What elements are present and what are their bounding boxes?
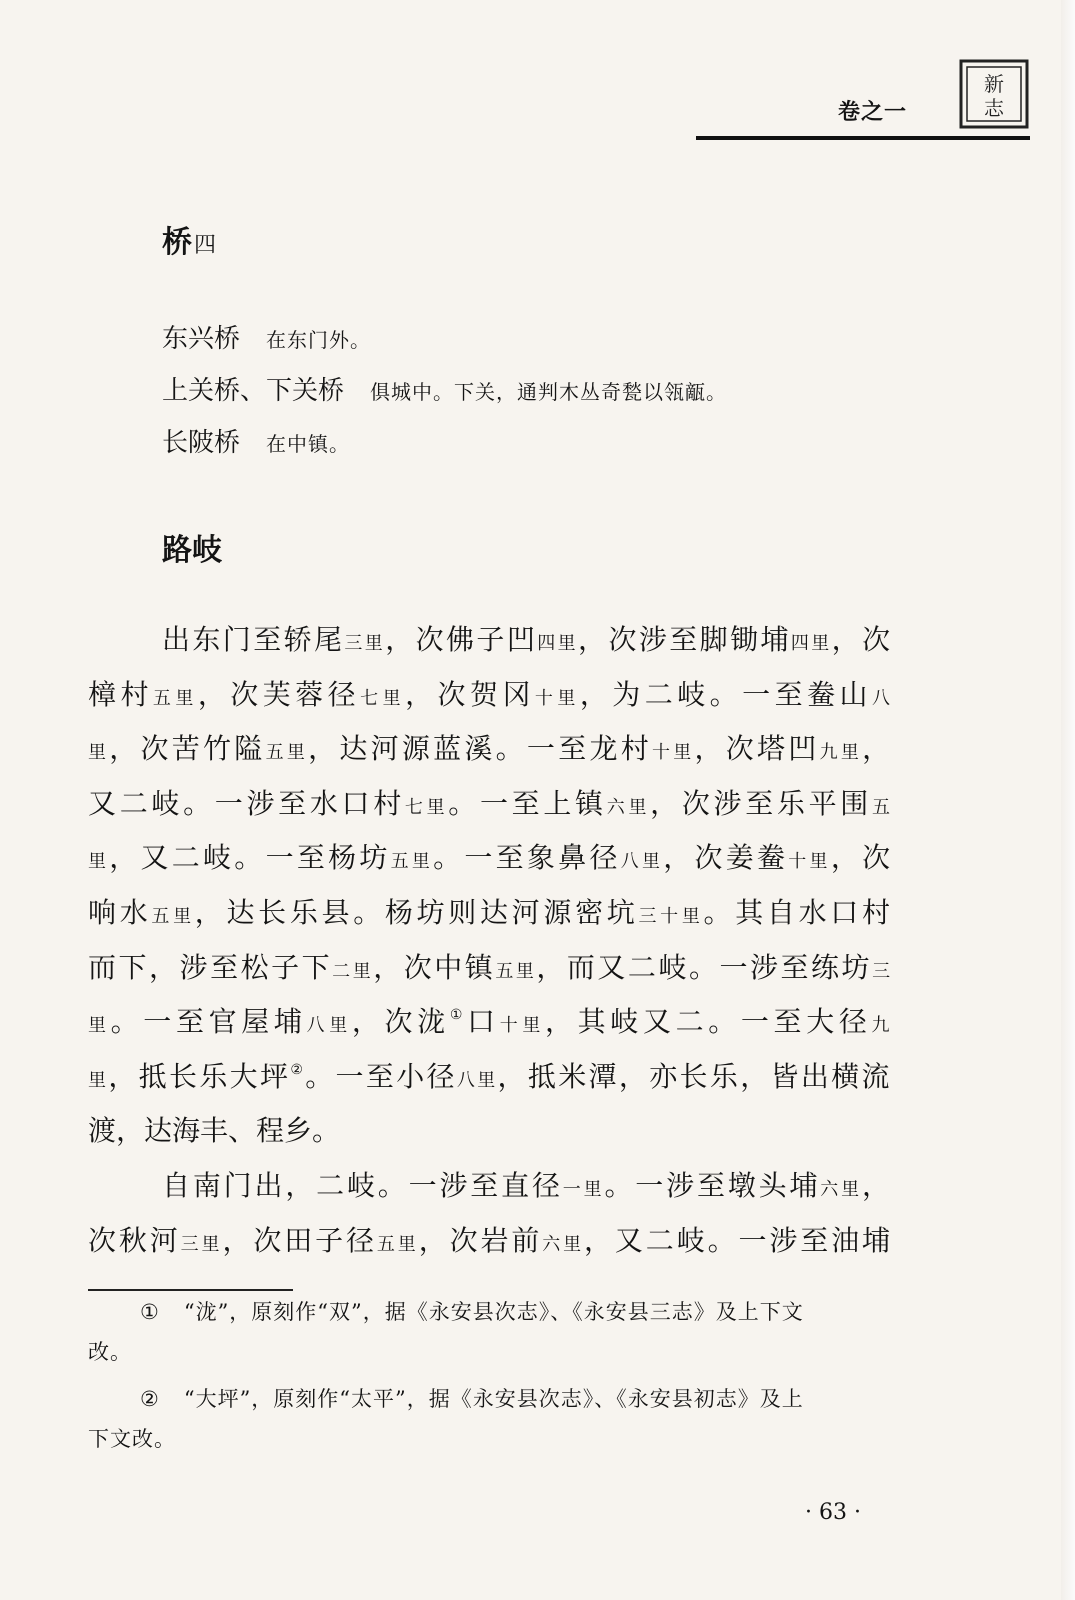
distance-note: 一里 xyxy=(562,1179,605,1200)
distance-note: 八里 xyxy=(456,1070,498,1091)
distance-note: 五里 xyxy=(495,961,537,982)
bridges-heading: 桥四 xyxy=(162,225,217,260)
distance-note: 八 xyxy=(872,688,895,709)
text-line xyxy=(162,618,892,658)
distance-note: 三里 xyxy=(180,1234,223,1255)
bridge-entry xyxy=(162,370,727,407)
text-run: ，次 xyxy=(830,841,894,874)
page-edge xyxy=(1061,0,1075,1600)
text-line xyxy=(88,1109,340,1149)
text-line xyxy=(88,1000,894,1040)
footnote-marker: ② xyxy=(140,1387,160,1411)
text-run: ，又二岐。一至杨坊 xyxy=(109,841,391,874)
distance-note: 五里 xyxy=(376,1234,419,1255)
distance-note: 里 xyxy=(88,1015,111,1036)
distance-note: 十里 xyxy=(788,851,831,872)
text-run: 。一至象鼻径 xyxy=(433,841,621,874)
footnote-text: “泷”，原刻作“双”，据《永安县次志》、《永安县三志》及上下文 xyxy=(183,1300,804,1324)
roads-heading: 路岐 xyxy=(162,533,222,568)
text-run: 樟村 xyxy=(88,678,153,711)
distance-note: 五 xyxy=(871,797,894,818)
distance-note: 七里 xyxy=(360,688,406,709)
text-line xyxy=(88,836,893,876)
distance-note: 九里 xyxy=(819,742,863,763)
text-run: ，次泷 xyxy=(351,1005,450,1038)
text-run: ，次中镇 xyxy=(373,951,496,984)
text-run: 口 xyxy=(467,1005,500,1038)
running-header: 卷之一 xyxy=(838,100,908,125)
distance-note: 九 xyxy=(871,1015,895,1036)
text-run: ，达河源蓝溪。一至龙村 xyxy=(308,732,652,765)
distance-note: 五里 xyxy=(152,688,198,709)
text-line xyxy=(88,673,894,713)
text-run: ，次 xyxy=(831,623,893,656)
text-line xyxy=(88,1219,893,1259)
text-run: ，抵米潭，亦长乐，皆出横流 xyxy=(497,1060,892,1093)
bridge-desc: 在东门外。 xyxy=(266,328,372,352)
text-run: ，为二岐。一至鲞山 xyxy=(579,678,872,711)
distance-note: 里 xyxy=(88,742,110,763)
distance-note: 十里 xyxy=(534,688,580,709)
text-run: 。一至小径 xyxy=(305,1060,457,1093)
footnote-rule xyxy=(88,1289,293,1291)
distance-note: 七里 xyxy=(404,797,449,818)
svg-text:新: 新 xyxy=(984,72,1004,96)
distance-note: 六里 xyxy=(606,797,651,818)
header-rule xyxy=(696,136,1030,140)
footnote-continuation: 改。 xyxy=(88,1340,132,1364)
distance-note: 二里 xyxy=(332,961,374,982)
text-run: 。一至上镇 xyxy=(448,787,607,820)
text-line xyxy=(162,1164,893,1204)
bridge-entry xyxy=(162,318,371,355)
text-run: ，次田子径 xyxy=(222,1224,377,1257)
text-run: ， xyxy=(861,1169,893,1202)
text-run: 。一涉至墩头埔 xyxy=(604,1169,821,1202)
text-run: ， xyxy=(862,732,894,765)
text-run: 次秋河 xyxy=(88,1224,181,1257)
footnote-marker: ① xyxy=(140,1300,160,1324)
text-run: ，其岐又二。一至大径 xyxy=(545,1005,872,1038)
text-run: ，次涉至脚锄埔 xyxy=(578,623,791,656)
text-run: 。一至官屋埔 xyxy=(110,1005,307,1038)
footnote xyxy=(140,1383,804,1413)
text-line xyxy=(88,946,893,986)
distance-note: 里 xyxy=(88,1070,109,1091)
distance-note: 五里 xyxy=(265,742,309,763)
distance-note: 十里 xyxy=(499,1015,545,1036)
bridge-name: 东兴桥 xyxy=(162,324,241,354)
distance-note: 四里 xyxy=(790,633,832,654)
distance-note: 三十里 xyxy=(638,906,704,927)
text-run: 而下，涉至松子下 xyxy=(88,951,333,984)
text-run: ，而又二岐。一涉至练坊 xyxy=(536,951,873,984)
bridge-desc: 俱城中。下关，通判木丛奇甃以瓴甋。 xyxy=(370,380,728,404)
distance-note: 六里 xyxy=(820,1179,862,1200)
seal-logo-icon xyxy=(958,58,1030,130)
text-run: ，次芙蓉径 xyxy=(197,678,361,711)
text-run: 自南门出，二岐。一涉至直径 xyxy=(162,1169,563,1202)
text-run: 响水 xyxy=(88,896,152,929)
distance-note: 八里 xyxy=(306,1015,352,1036)
bridge-name: 上关桥、下关桥 xyxy=(162,376,345,406)
text-run: ，次贺冈 xyxy=(405,678,535,711)
text-run: ，次岩前 xyxy=(418,1224,543,1257)
text-run: ，次佛子凹 xyxy=(385,623,538,656)
text-line xyxy=(88,1055,892,1095)
text-line xyxy=(88,782,894,822)
distance-note: 五里 xyxy=(151,906,195,927)
text-line xyxy=(88,891,894,931)
distance-note: 三 xyxy=(872,961,893,982)
text-run: 渡，达海丰、程乡。 xyxy=(88,1114,341,1147)
bridge-name: 长陂桥 xyxy=(162,428,241,458)
distance-note: 八里 xyxy=(620,851,664,872)
bridge-entry xyxy=(162,422,350,459)
footnote xyxy=(140,1296,804,1326)
text-run: 。其自水口村 xyxy=(703,896,894,929)
page-number: · 63 · xyxy=(805,1500,861,1525)
text-run: ，次涉至乐平围 xyxy=(650,787,872,820)
distance-note: 四里 xyxy=(537,633,579,654)
bridge-desc: 在中镇。 xyxy=(266,432,351,456)
text-run: ，次姜鲞 xyxy=(663,841,789,874)
distance-note: 里 xyxy=(88,851,110,872)
distance-note: 十里 xyxy=(651,742,695,763)
text-run: 出东门至轿尾 xyxy=(162,623,345,656)
distance-note: 六里 xyxy=(542,1234,585,1255)
text-run: 又二岐。一涉至水口村 xyxy=(88,787,405,820)
text-run: ，次塔凹 xyxy=(694,732,820,765)
footnote-continuation: 下文改。 xyxy=(88,1427,176,1451)
text-run: ，抵长乐大坪 xyxy=(108,1060,291,1093)
text-run: ，达长乐县。杨坊则达河源密坑 xyxy=(194,896,639,929)
text-run: ，次苦竹隘 xyxy=(109,732,266,765)
text-line xyxy=(88,727,893,767)
svg-text:志: 志 xyxy=(984,96,1004,120)
footnote-text: “大坪”，原刻作“太平”，据《永安县次志》、《永安县初志》及上 xyxy=(183,1387,804,1411)
distance-note: 五里 xyxy=(390,851,434,872)
distance-note: 三里 xyxy=(344,633,386,654)
footnote-ref: ② xyxy=(290,1062,306,1078)
text-run: ，又二岐。一涉至油埔 xyxy=(584,1224,893,1257)
footnote-ref: ① xyxy=(449,1007,468,1023)
